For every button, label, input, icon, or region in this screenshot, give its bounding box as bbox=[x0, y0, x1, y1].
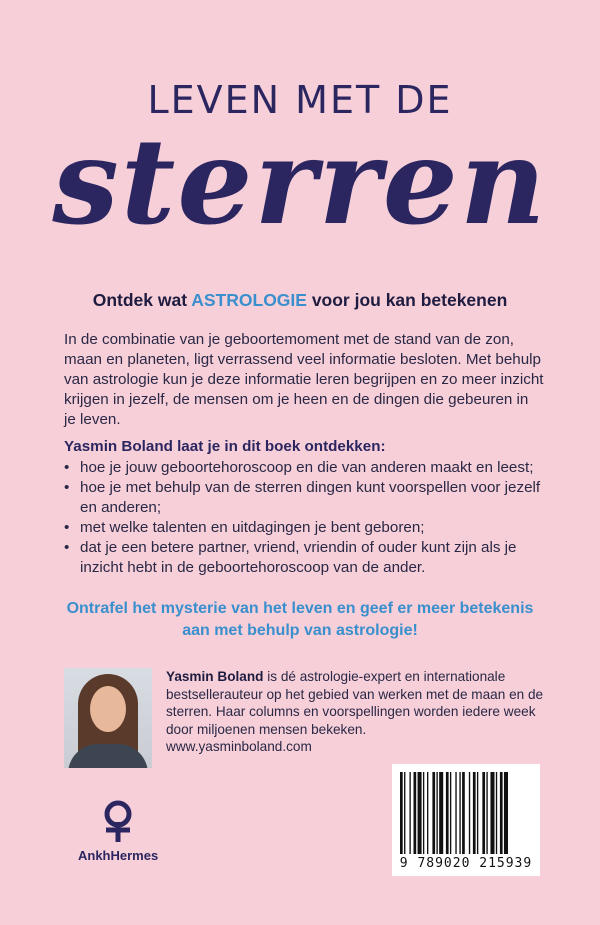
barcode-bar bbox=[477, 772, 478, 854]
barcode-bar bbox=[404, 772, 405, 854]
bullet-list bbox=[64, 458, 544, 578]
title-main: sterren bbox=[52, 112, 548, 251]
subtitle-prefix: Ontdek wat bbox=[92, 290, 192, 310]
barcode-number: 9 789020 215939 bbox=[399, 856, 533, 871]
barcode-bar bbox=[455, 772, 456, 854]
barcode-bar bbox=[418, 772, 422, 854]
barcode-bar bbox=[400, 772, 403, 854]
title-top: LEVEN MET DE bbox=[147, 78, 453, 122]
barcode-bar bbox=[446, 772, 449, 854]
author-name: Yasmin Boland bbox=[166, 669, 264, 684]
barcode-bar bbox=[486, 772, 487, 854]
list-heading: Yasmin Boland laat je in dit boek ontdekken: bbox=[64, 438, 386, 455]
author-photo bbox=[64, 668, 152, 768]
publisher-logo bbox=[78, 800, 158, 863]
barcode-bar bbox=[409, 772, 410, 854]
barcode-bar bbox=[504, 772, 508, 854]
list-item: • hoe je met behulp van de sterren dingen kunt voorspellen voor jezelf en anderen; bbox=[64, 478, 544, 518]
barcode-bar bbox=[473, 772, 476, 854]
barcode-bars bbox=[400, 772, 532, 854]
barcode-bar bbox=[496, 772, 497, 854]
subtitle bbox=[0, 290, 600, 311]
barcode-bar bbox=[432, 772, 435, 854]
subtitle-accent: ASTROLOGIE bbox=[191, 290, 307, 310]
callout: Ontrafel het mysterie van het leven en geef er meer betekenis aan met behulp van astrologie! bbox=[66, 600, 534, 639]
subtitle-suffix: voor jou kan betekenen bbox=[306, 290, 508, 310]
barcode-bar bbox=[439, 772, 443, 854]
author-website: www.yasminboland.com bbox=[166, 739, 312, 754]
photo-face bbox=[90, 686, 126, 732]
bio-text: is dé astrologie-expert en internationale bestsellerauteur op het gebied van werken met de maan en de sterren. Haar columns en voorspellingen worden iedere week door miljoenen mensen bekeken. bbox=[166, 669, 544, 737]
barcode-bar bbox=[462, 772, 465, 854]
barcode bbox=[392, 764, 540, 876]
intro-paragraph: In de combinatie van je geboortemoment met de stand van de zon, maan en planeten, ligt verrassend veel informatie besloten. Met behulp van astrologie kun je deze informatie leren begrijpen en zo meer inzicht krijgen in jezelf, de mensen om je heen en de dingen die gebeuren in je leven. bbox=[64, 331, 544, 428]
barcode-bar bbox=[427, 772, 428, 854]
author-bio bbox=[166, 668, 546, 756]
barcode-bar bbox=[500, 772, 503, 854]
list-item: • hoe je jouw geboortehoroscoop en die van anderen maakt en leest; bbox=[64, 458, 544, 478]
barcode-bar bbox=[469, 772, 470, 854]
barcode-bar bbox=[414, 772, 417, 854]
list-item: • dat je een betere partner, vriend, vriendin of ouder kunt zijn als je inzicht hebt in de geboortehoroscoop van de ander. bbox=[64, 538, 544, 578]
list-item: • met welke talenten en uitdagingen je bent geboren; bbox=[64, 518, 544, 538]
barcode-bar bbox=[436, 772, 437, 854]
barcode-bar bbox=[459, 772, 460, 854]
barcode-bar bbox=[482, 772, 485, 854]
barcode-bar bbox=[423, 772, 424, 854]
publisher-name: AnkhHermes bbox=[78, 848, 159, 863]
ankh-logo-icon bbox=[98, 800, 138, 844]
barcode-bar bbox=[450, 772, 451, 854]
barcode-bar bbox=[490, 772, 494, 854]
